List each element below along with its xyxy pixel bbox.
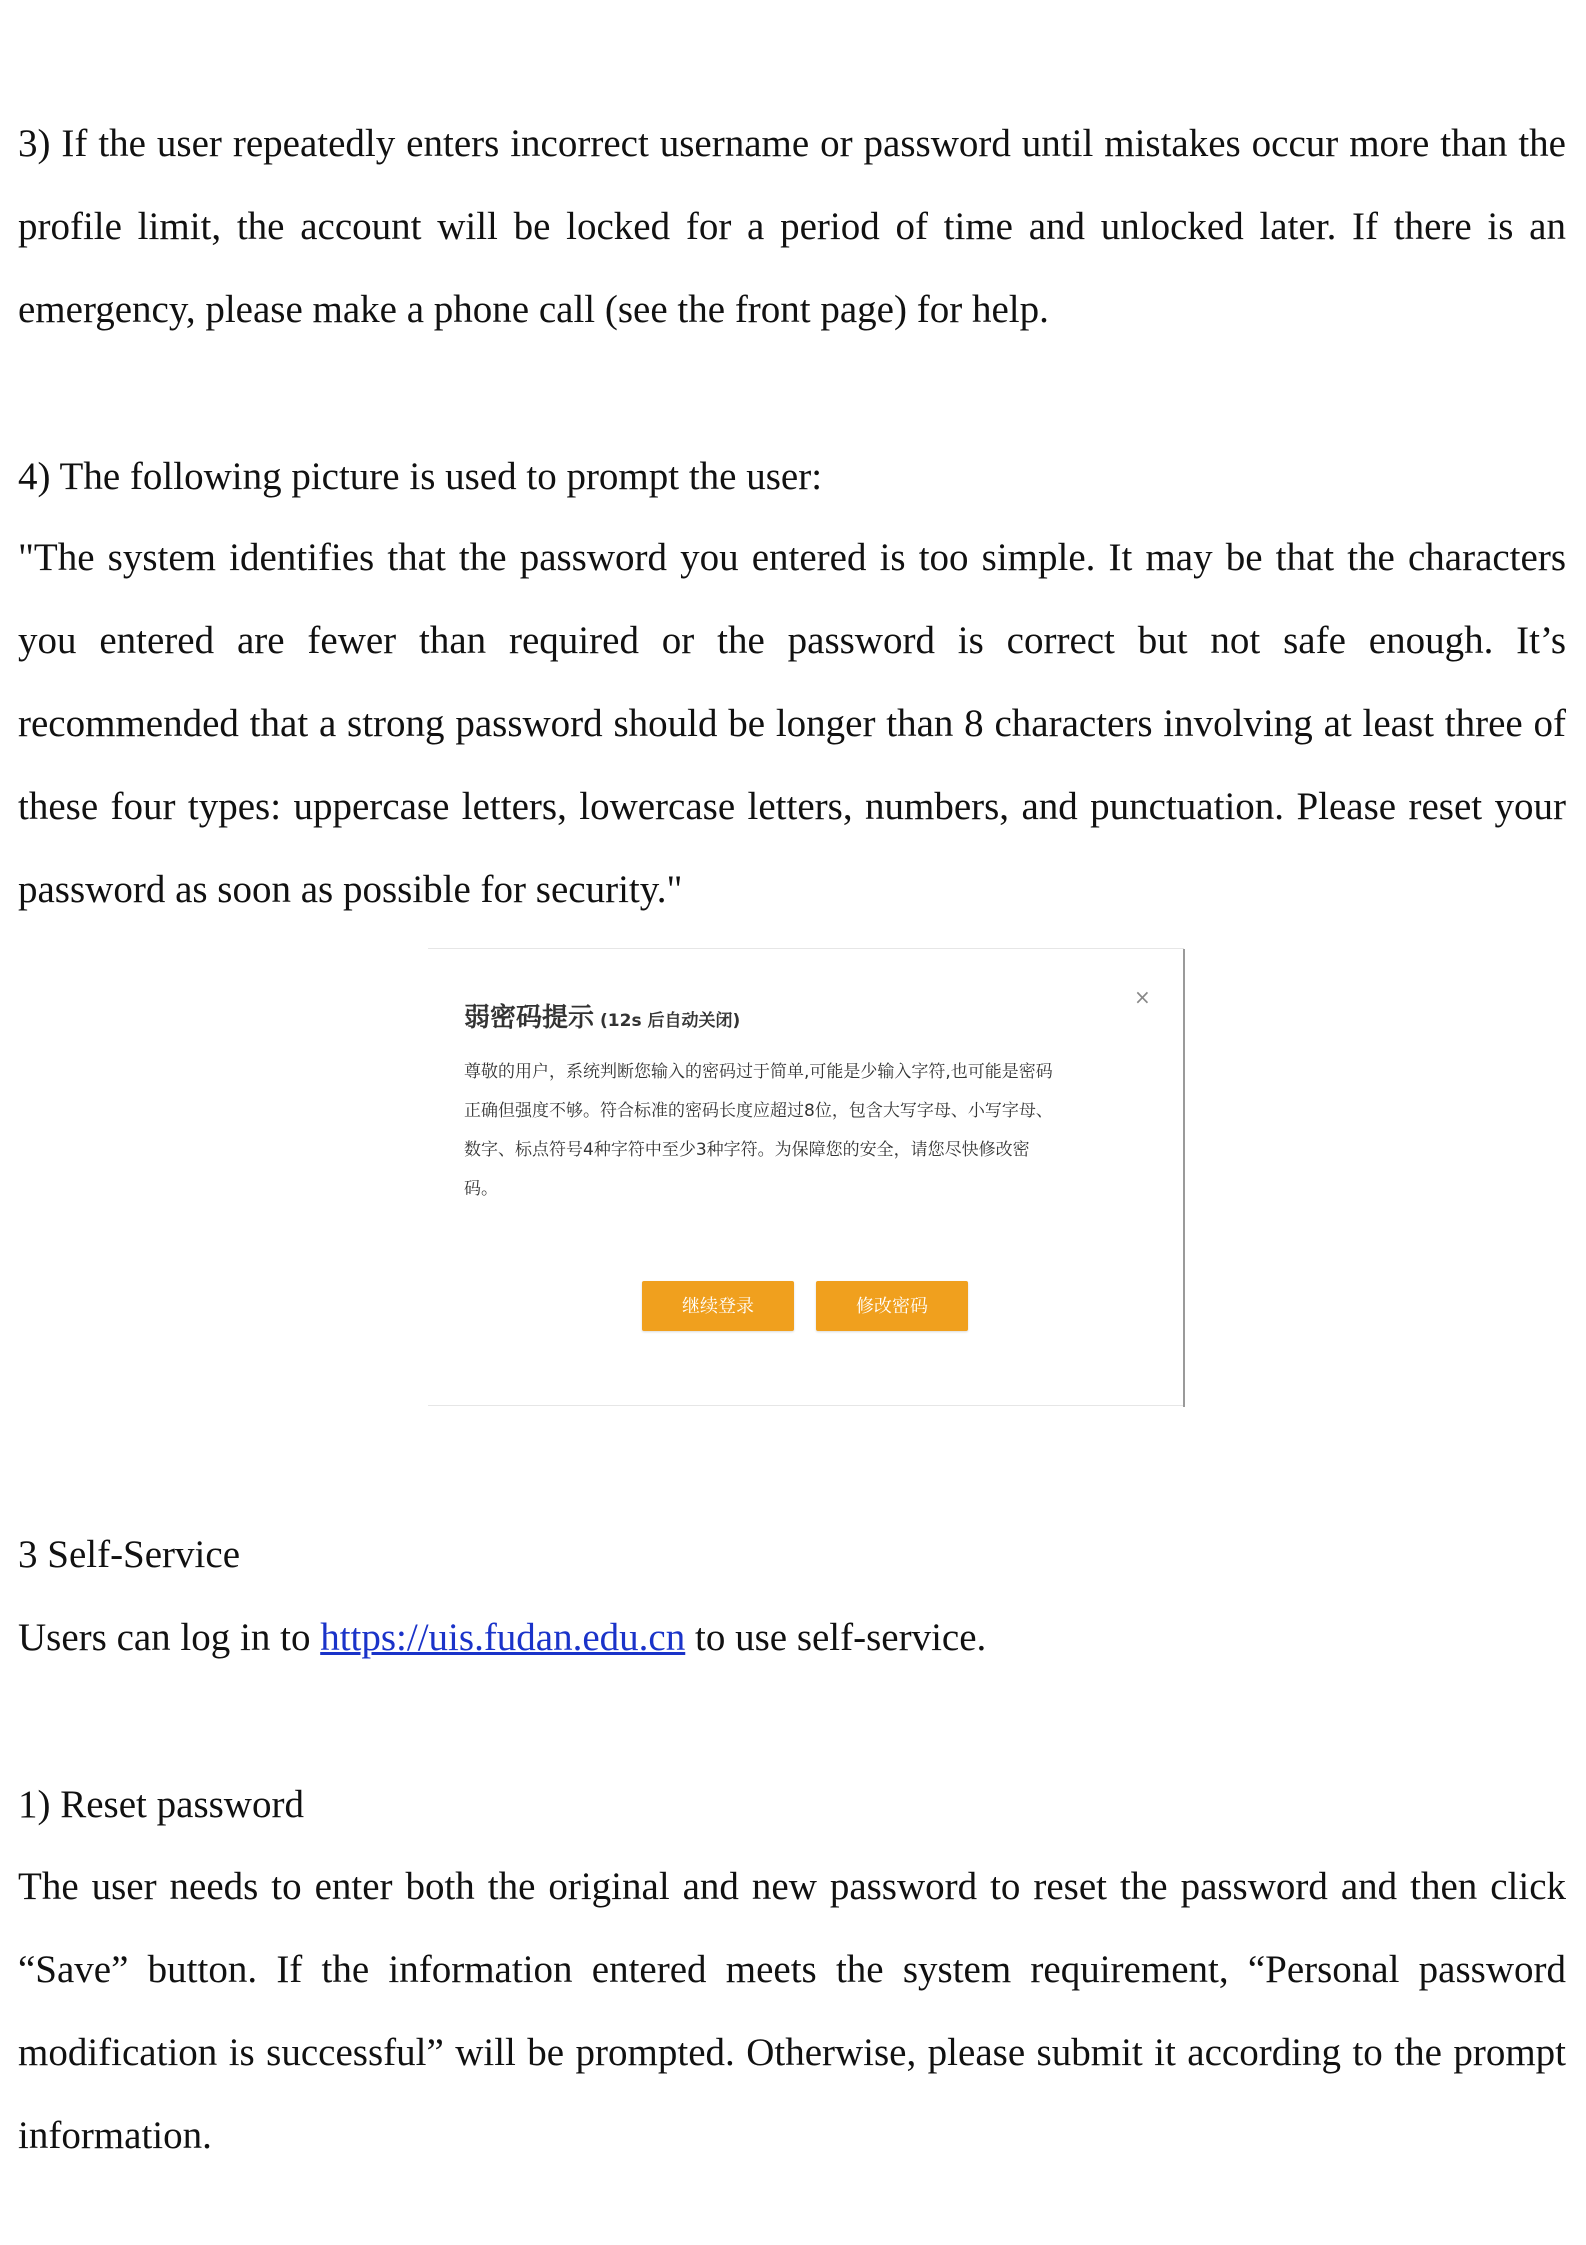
- dialog-title: [464, 997, 740, 1034]
- dialog-edge-divider: [1183, 949, 1185, 1407]
- reset-password-paragraph: The user needs to enter both the original and new password to reset the password and then click “Save” button. If the information entered meets the system requirement, “Personal password modification is successful” will be prompted. Otherwise, please submit it according to the prompt information.: [18, 1865, 1566, 2157]
- close-icon[interactable]: ×: [1134, 985, 1151, 1009]
- reset-password-heading: 1) Reset password: [18, 1783, 304, 1826]
- self-service-intro: [18, 1613, 986, 1663]
- weak-password-dialog-screenshot: [428, 948, 1184, 1406]
- self-service-intro-before: Users can log in to: [18, 1616, 321, 1659]
- dialog-body: [464, 1053, 1124, 1209]
- self-service-heading: 3 Self-Service: [18, 1533, 241, 1576]
- dialog-body-line: 尊敬的用户，系统判断您输入的密码过于简单,可能是少输入字符,也可能是密码: [464, 1062, 1053, 1082]
- dialog-body-line: 数字、标点符号4种字符中至少3种字符。为保障您的安全，请您尽快修改密: [464, 1140, 1030, 1160]
- self-service-intro-after: to use self-service.: [685, 1616, 987, 1659]
- dialog-body-line: 正确但强度不够。符合标准的密码长度应超过8位，包含大写字母、小写字母、: [464, 1101, 1053, 1121]
- item-3-paragraph: 3) If the user repeatedly enters incorrect username or password until mistakes occur more than the profile limit, the account will be locked for a period of time and unlocked later. If there is an emergency, please make a phone call (see the front page) for help.: [18, 122, 1566, 331]
- dialog-countdown: (12s 后自动关闭): [600, 1011, 741, 1031]
- continue-login-button[interactable]: 继续登录: [642, 1281, 794, 1331]
- item-4-heading: 4) The following picture is used to prompt the user:: [18, 455, 823, 498]
- change-password-button[interactable]: 修改密码: [816, 1281, 968, 1331]
- dialog-title-text: 弱密码提示: [464, 1003, 595, 1033]
- item-4-quote: "The system identifies that the password you entered is too simple. It may be that the characters you entered are fewer than required or the password is correct but not safe enough. It’s recommended that a strong password should be longer than 8 characters involving at least three of these four types: uppercase letters, lowercase letters, numbers, and punctuation. Please reset your password as soon as possible for security.": [18, 536, 1566, 911]
- dialog-body-line: 码。: [464, 1179, 498, 1199]
- uis-link[interactable]: https://uis.fudan.edu.cn: [320, 1616, 686, 1659]
